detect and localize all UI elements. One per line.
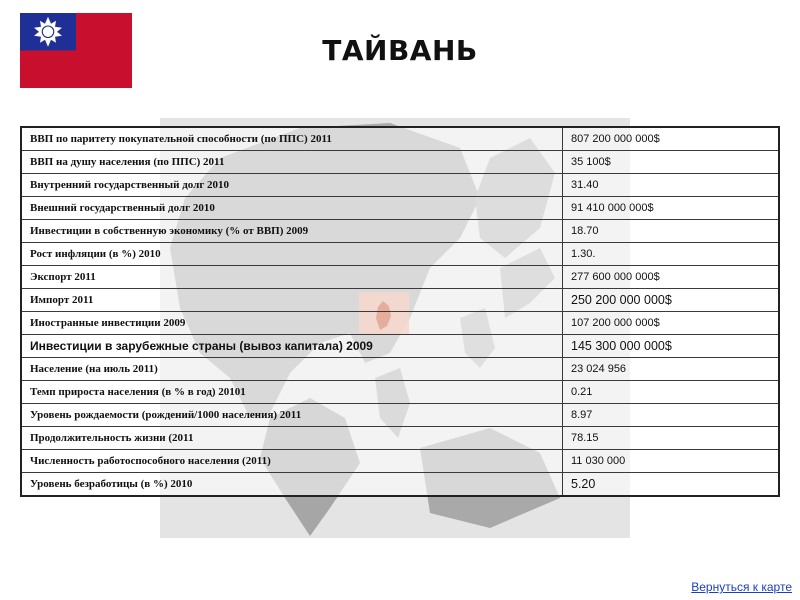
row-label: Продолжительность жизни (2011 — [21, 427, 563, 450]
table-row — [21, 381, 779, 404]
row-label: Экспорт 2011 — [21, 266, 563, 289]
table-row — [21, 404, 779, 427]
row-value: 23 024 956 — [563, 358, 780, 381]
table-row — [21, 243, 779, 266]
row-value: 11 030 000 — [563, 450, 780, 473]
row-label: Внешний государственный долг 2010 — [21, 197, 563, 220]
table-row — [21, 335, 779, 358]
row-value: 78.15 — [563, 427, 780, 450]
row-value: 277 600 000 000$ — [563, 266, 780, 289]
page-title: ТАЙВАНЬ — [322, 34, 478, 67]
row-label: Уровень рождаемости (рождений/1000 населения) 2011 — [21, 404, 563, 427]
row-label: Численность работоспособного населения (2011) — [21, 450, 563, 473]
row-label: Внутренний государственный долг 2010 — [21, 174, 563, 197]
table-row — [21, 197, 779, 220]
row-value: 1.30. — [563, 243, 780, 266]
table-row — [21, 174, 779, 197]
economic-data-table — [20, 126, 780, 497]
table-row — [21, 312, 779, 335]
table-row — [21, 127, 779, 151]
back-to-map-link[interactable]: Вернуться к карте — [691, 580, 792, 594]
row-value: 107 200 000 000$ — [563, 312, 780, 335]
row-label: Инвестиции в собственную экономику (% от ВВП) 2009 — [21, 220, 563, 243]
table-row — [21, 358, 779, 381]
row-value: 807 200 000 000$ — [563, 127, 780, 151]
row-value: 91 410 000 000$ — [563, 197, 780, 220]
table-row — [21, 450, 779, 473]
row-label: Темп прироста населения (в % в год) 20101 — [21, 381, 563, 404]
table-row — [21, 220, 779, 243]
row-label: ВВП на душу населения (по ППС) 2011 — [21, 151, 563, 174]
row-label: ВВП по паритету покупательной способности (по ППС) 2011 — [21, 127, 563, 151]
table-row — [21, 427, 779, 450]
row-value: 5.20 — [563, 473, 780, 497]
row-label: Инвестиции в зарубежные страны (вывоз капитала) 2009 — [21, 335, 563, 358]
row-value: 145 300 000 000$ — [563, 335, 780, 358]
row-value: 0.21 — [563, 381, 780, 404]
row-label: Рост инфляции (в %) 2010 — [21, 243, 563, 266]
row-value: 8.97 — [563, 404, 780, 427]
row-label: Иностранные инвестиции 2009 — [21, 312, 563, 335]
row-label: Население (на июль 2011) — [21, 358, 563, 381]
row-label: Уровень безработицы (в %) 2010 — [21, 473, 563, 497]
table-row — [21, 289, 779, 312]
row-value: 18.70 — [563, 220, 780, 243]
row-value: 250 200 000 000$ — [563, 289, 780, 312]
table-row — [21, 151, 779, 174]
row-value: 31.40 — [563, 174, 780, 197]
table-row — [21, 266, 779, 289]
row-label: Импорт 2011 — [21, 289, 563, 312]
row-value: 35 100$ — [563, 151, 780, 174]
table-row — [21, 473, 779, 497]
